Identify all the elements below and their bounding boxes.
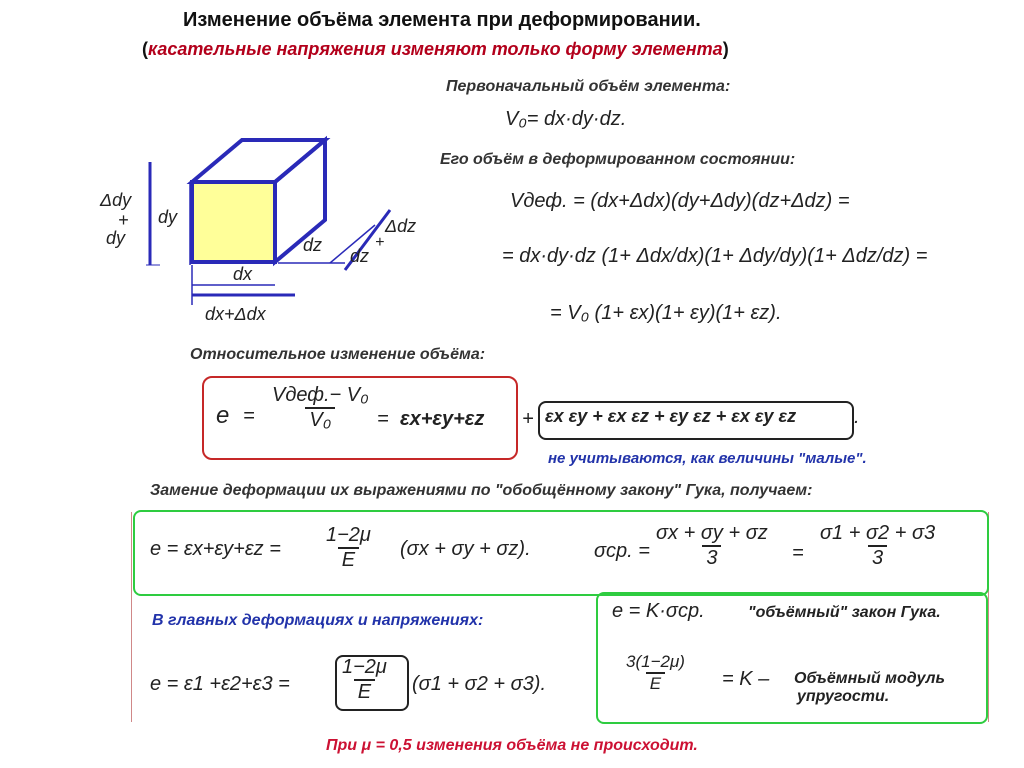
dx-ddx-label: dx+Δdx (205, 304, 266, 324)
neglected-products: εx εy + εx εz + εy εz + εx εy εz (545, 406, 797, 426)
subtitle-open: ( (142, 39, 148, 59)
line2-frac-den: E (354, 679, 375, 704)
fraction-numerator: Vдеф.− V₀ (272, 384, 369, 406)
dy-left-label: dy (106, 228, 126, 248)
principal-heading: В главных деформациях и напряжениях: (152, 612, 484, 629)
bulk-modulus-fraction (622, 652, 689, 694)
initial-volume-heading: Первоначальный объём элемента: (446, 78, 731, 95)
subtitle-close: ) (722, 39, 729, 59)
volumetric-strain-fraction (322, 524, 375, 572)
hooke-substitution-heading: Замение деформации их выражениями по "обобщённому закону" Гука, получаем: (150, 482, 813, 499)
subtitle-text: касательные напряжения изменяют только форму элемента (148, 39, 723, 59)
mean-den: 3 (702, 545, 721, 570)
relative-change-heading: Относительное изменение объёма: (190, 346, 486, 363)
page-subtitle (142, 39, 729, 60)
deformed-volume-line2: = dx·dy·dz (1+ Δdx/dx)(1+ Δdy/dy)(1+ Δdz/dz) = (502, 245, 928, 267)
fraction-denominator: V₀ (305, 407, 335, 432)
dy-label: dy (158, 207, 178, 227)
deformed-volume-heading: Его объём в деформированном состоянии: (440, 151, 796, 168)
plus-label: + (118, 210, 129, 230)
principal-strain-right: (σ1 + σ2 + σ3). (412, 673, 547, 695)
cube-diagram (100, 130, 440, 335)
volumetric-hooke-label: "объёмный" закон Гука. (748, 604, 941, 621)
bulk-modulus-eq: = K – (722, 668, 770, 690)
principal-strain-left: e = ε1 +ε2+ε3 = (150, 673, 290, 695)
line1-frac-num: 1−2μ (326, 524, 371, 546)
volumetric-strain-right: (σx + σy + σz). (400, 538, 531, 560)
strain-sum: εx+εy+εz (400, 408, 485, 430)
mean-num2: σ1 + σ2 + σ3 (820, 522, 936, 544)
line1-frac-den: E (338, 547, 359, 572)
delta-dy-label: Δdy (100, 190, 132, 210)
k-frac-den: E (646, 672, 665, 694)
volumetric-hooke-formula: e = K·σср. (612, 600, 705, 622)
dz-label: dz (303, 235, 323, 255)
delta-dz-label: Δdz (385, 216, 417, 236)
volumetric-strain-left: e = εx+εy+εz = (150, 538, 281, 560)
principal-strain-fraction (338, 656, 391, 704)
cube-top-face (192, 140, 325, 182)
page-title: Изменение объёма элемента при деформировании. (183, 9, 701, 31)
bulk-modulus-label-2: упругости. (797, 688, 890, 705)
plus2-label: + (375, 234, 385, 251)
mean-den2: 3 (868, 545, 887, 570)
neglected-note: не учитываются, как величины "малые". (548, 450, 867, 467)
relative-change-eq: = (243, 405, 255, 427)
mean-num: σx + σy + σz (656, 522, 768, 544)
k-frac-num: 3(1−2μ) (626, 652, 685, 671)
relative-change-e: e (216, 402, 230, 429)
mean-stress-fraction (652, 522, 772, 570)
mean-stress-fraction2 (816, 522, 939, 570)
deformed-volume-line1: Vдеф. = (dx+Δdx)(dy+Δdy)(dz+Δdz) = (510, 190, 850, 212)
mean-stress-label: σср. = (594, 540, 650, 562)
cube-front-face (192, 182, 275, 262)
red-guide-left (131, 512, 132, 722)
neglected-products-dot: . (854, 406, 860, 428)
poisson-footer-note: При μ = 0,5 изменения объёма не происходит. (326, 737, 698, 754)
relative-change-eq2: = (377, 408, 389, 430)
dx-label: dx (233, 264, 253, 284)
mean-stress-eq: = (792, 542, 804, 564)
deformed-volume-line3: = V₀ (1+ εx)(1+ εy)(1+ εz). (550, 302, 782, 324)
initial-volume-formula: V₀= dx·dy·dz. (505, 108, 627, 130)
bulk-modulus-label-1: Объёмный модуль (794, 670, 945, 687)
line2-frac-num: 1−2μ (342, 656, 387, 678)
relative-change-plus: + (522, 408, 534, 430)
relative-change-fraction (268, 384, 373, 432)
dz2-label: dz (350, 246, 370, 266)
